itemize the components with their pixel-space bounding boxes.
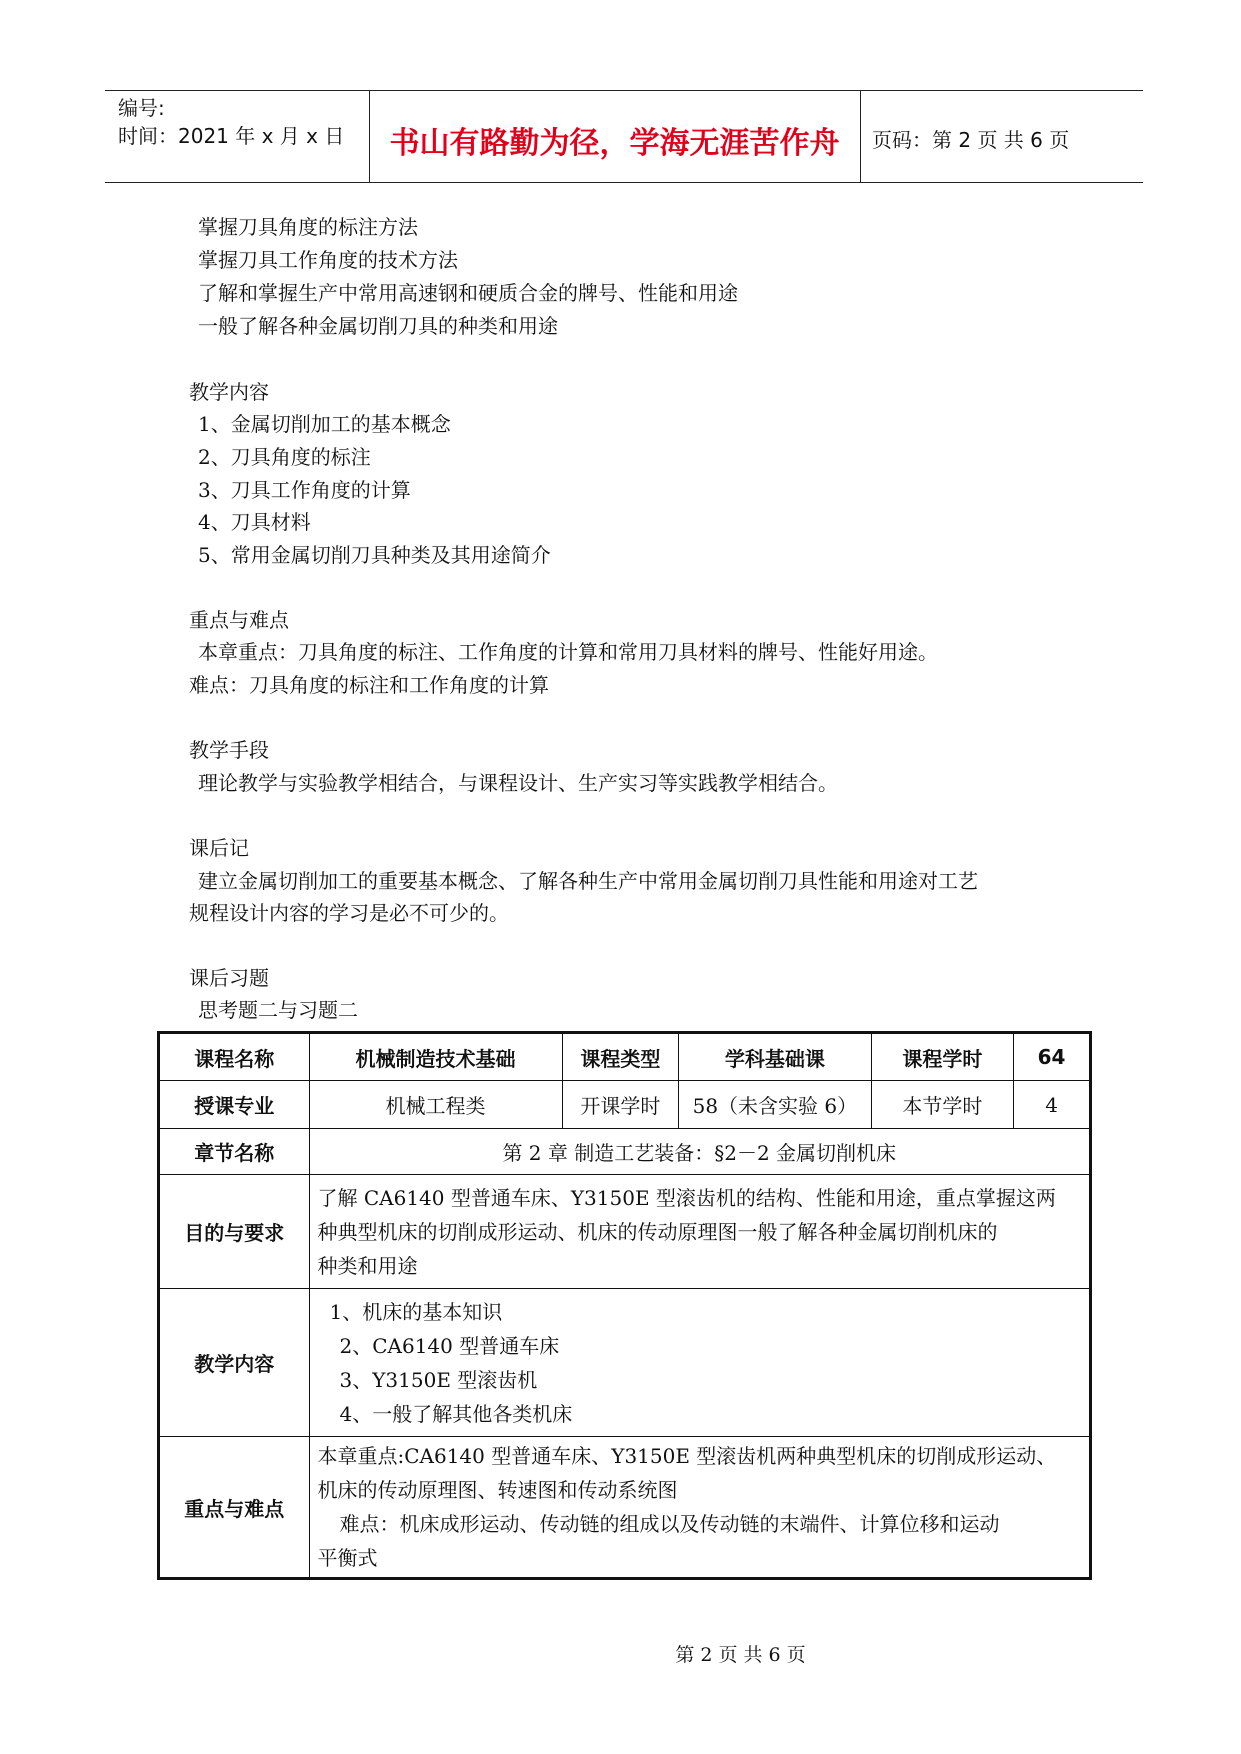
- content-label: 教学内容: [159, 1289, 310, 1437]
- open-hours-label: 开课学时: [562, 1081, 679, 1129]
- course-name-value: 机械制造技术基础: [309, 1033, 562, 1081]
- section-hours-label: 本节学时: [871, 1081, 1014, 1129]
- page-footer: 第 2 页 共 6 页: [675, 1644, 806, 1666]
- chapter-value: 第 2 章 制造工艺装备：§2－2 金属切削机床: [309, 1129, 1091, 1175]
- chapter-label: 章节名称: [159, 1129, 310, 1175]
- goal-value: [309, 1175, 1091, 1289]
- objective-item: 了解和掌握生产中常用高速钢和硬质合金的牌号、性能和用途: [198, 281, 738, 305]
- section-heading-notes: 课后记: [189, 836, 249, 860]
- header-divider-right: [860, 90, 861, 182]
- key-line: 机床的传动原理图、转速图和传动系统图: [317, 1478, 678, 1502]
- table-row: [159, 1289, 1091, 1437]
- table-row: [159, 1129, 1091, 1175]
- objective-item: 一般了解各种金属切削刀具的种类和用途: [198, 314, 558, 338]
- section-heading-exercise: 课后习题: [189, 966, 269, 990]
- course-type-label: 课程类型: [562, 1033, 679, 1081]
- doc-code-label: 编号:: [118, 96, 165, 120]
- content-item: 5、常用金属切削刀具种类及其用途简介: [198, 543, 551, 567]
- header-page-label: 页码：第 2 页 共 6 页: [872, 128, 1070, 152]
- goal-label: 目的与要求: [159, 1175, 310, 1289]
- key-label: 重点与难点: [159, 1437, 310, 1579]
- course-hours-value: 64: [1014, 1033, 1091, 1081]
- difficulty-text: 难点：刀具角度的标注和工作角度的计算: [189, 673, 549, 697]
- goal-line: 了解 CA6140 型普通车床、Y3150E 型滚齿机的结构、性能和用途，重点掌握这两: [317, 1185, 1056, 1210]
- content-item: 1、金属切削加工的基本概念: [198, 412, 451, 436]
- key-point-text: 本章重点：刀具角度的标注、工作角度的计算和常用刀具材料的牌号、性能好用途。: [198, 640, 938, 664]
- table-row: [159, 1081, 1091, 1129]
- header-top-rule: [105, 90, 1143, 91]
- exercise-text: 思考题二与习题二: [198, 998, 358, 1022]
- content-line: 1、机床的基本知识: [329, 1299, 503, 1324]
- header-bottom-rule: [105, 182, 1143, 183]
- key-line: 平衡式: [317, 1546, 378, 1570]
- section-heading-content: 教学内容: [189, 380, 269, 404]
- key-value: [309, 1437, 1091, 1579]
- goal-line: 种类和用途: [317, 1253, 418, 1278]
- key-line: 难点：机床成形运动、传动链的组成以及传动链的末端件、计算位移和运动: [339, 1512, 1000, 1536]
- content-line: 4、一般了解其他各类机床: [339, 1401, 573, 1426]
- content-line: 2、CA6140 型普通车床: [339, 1333, 560, 1358]
- major-label: 授课专业: [159, 1081, 310, 1129]
- notes-text-line: 规程设计内容的学习是必不可少的。: [189, 901, 509, 925]
- objective-item: 掌握刀具工作角度的技术方法: [198, 248, 458, 272]
- course-hours-label: 课程学时: [871, 1033, 1014, 1081]
- content-item: 4、刀具材料: [198, 510, 311, 534]
- section-hours-value: 4: [1014, 1081, 1091, 1129]
- course-name-label: 课程名称: [159, 1033, 310, 1081]
- open-hours-value: 58（未含实验 6）: [679, 1081, 871, 1129]
- method-text: 理论教学与实验教学相结合，与课程设计、生产实习等实践教学相结合。: [198, 771, 838, 795]
- doc-time-label: 时间：2021 年 x 月 x 日: [118, 124, 345, 148]
- goal-line: 种典型机床的切削成形运动、机床的传动原理图一般了解各种金属切削机床的: [317, 1219, 998, 1244]
- section-heading-method: 教学手段: [189, 738, 269, 762]
- notes-text-line: 建立金属切削加工的重要基本概念、了解各种生产中常用金属切削刀具性能和用途对工艺: [198, 869, 978, 893]
- major-value: 机械工程类: [309, 1081, 562, 1129]
- key-line: 本章重点:CA6140 型普通车床、Y3150E 型滚齿机两种典型机床的切削成形运动、: [317, 1444, 1057, 1468]
- content-line: 3、Y3150E 型滚齿机: [339, 1367, 538, 1392]
- course-type-value: 学科基础课: [679, 1033, 871, 1081]
- objective-item: 掌握刀具角度的标注方法: [198, 215, 418, 239]
- content-value: [309, 1289, 1091, 1437]
- table-row: [159, 1437, 1091, 1579]
- header-motto: 书山有路勤为径，学海无涯苦作舟: [389, 126, 840, 161]
- content-item: 3、刀具工作角度的计算: [198, 478, 411, 502]
- course-info-table: [157, 1031, 1092, 1580]
- table-row: [159, 1033, 1091, 1081]
- content-item: 2、刀具角度的标注: [198, 445, 371, 469]
- table-row: [159, 1175, 1091, 1289]
- section-heading-key: 重点与难点: [189, 608, 289, 632]
